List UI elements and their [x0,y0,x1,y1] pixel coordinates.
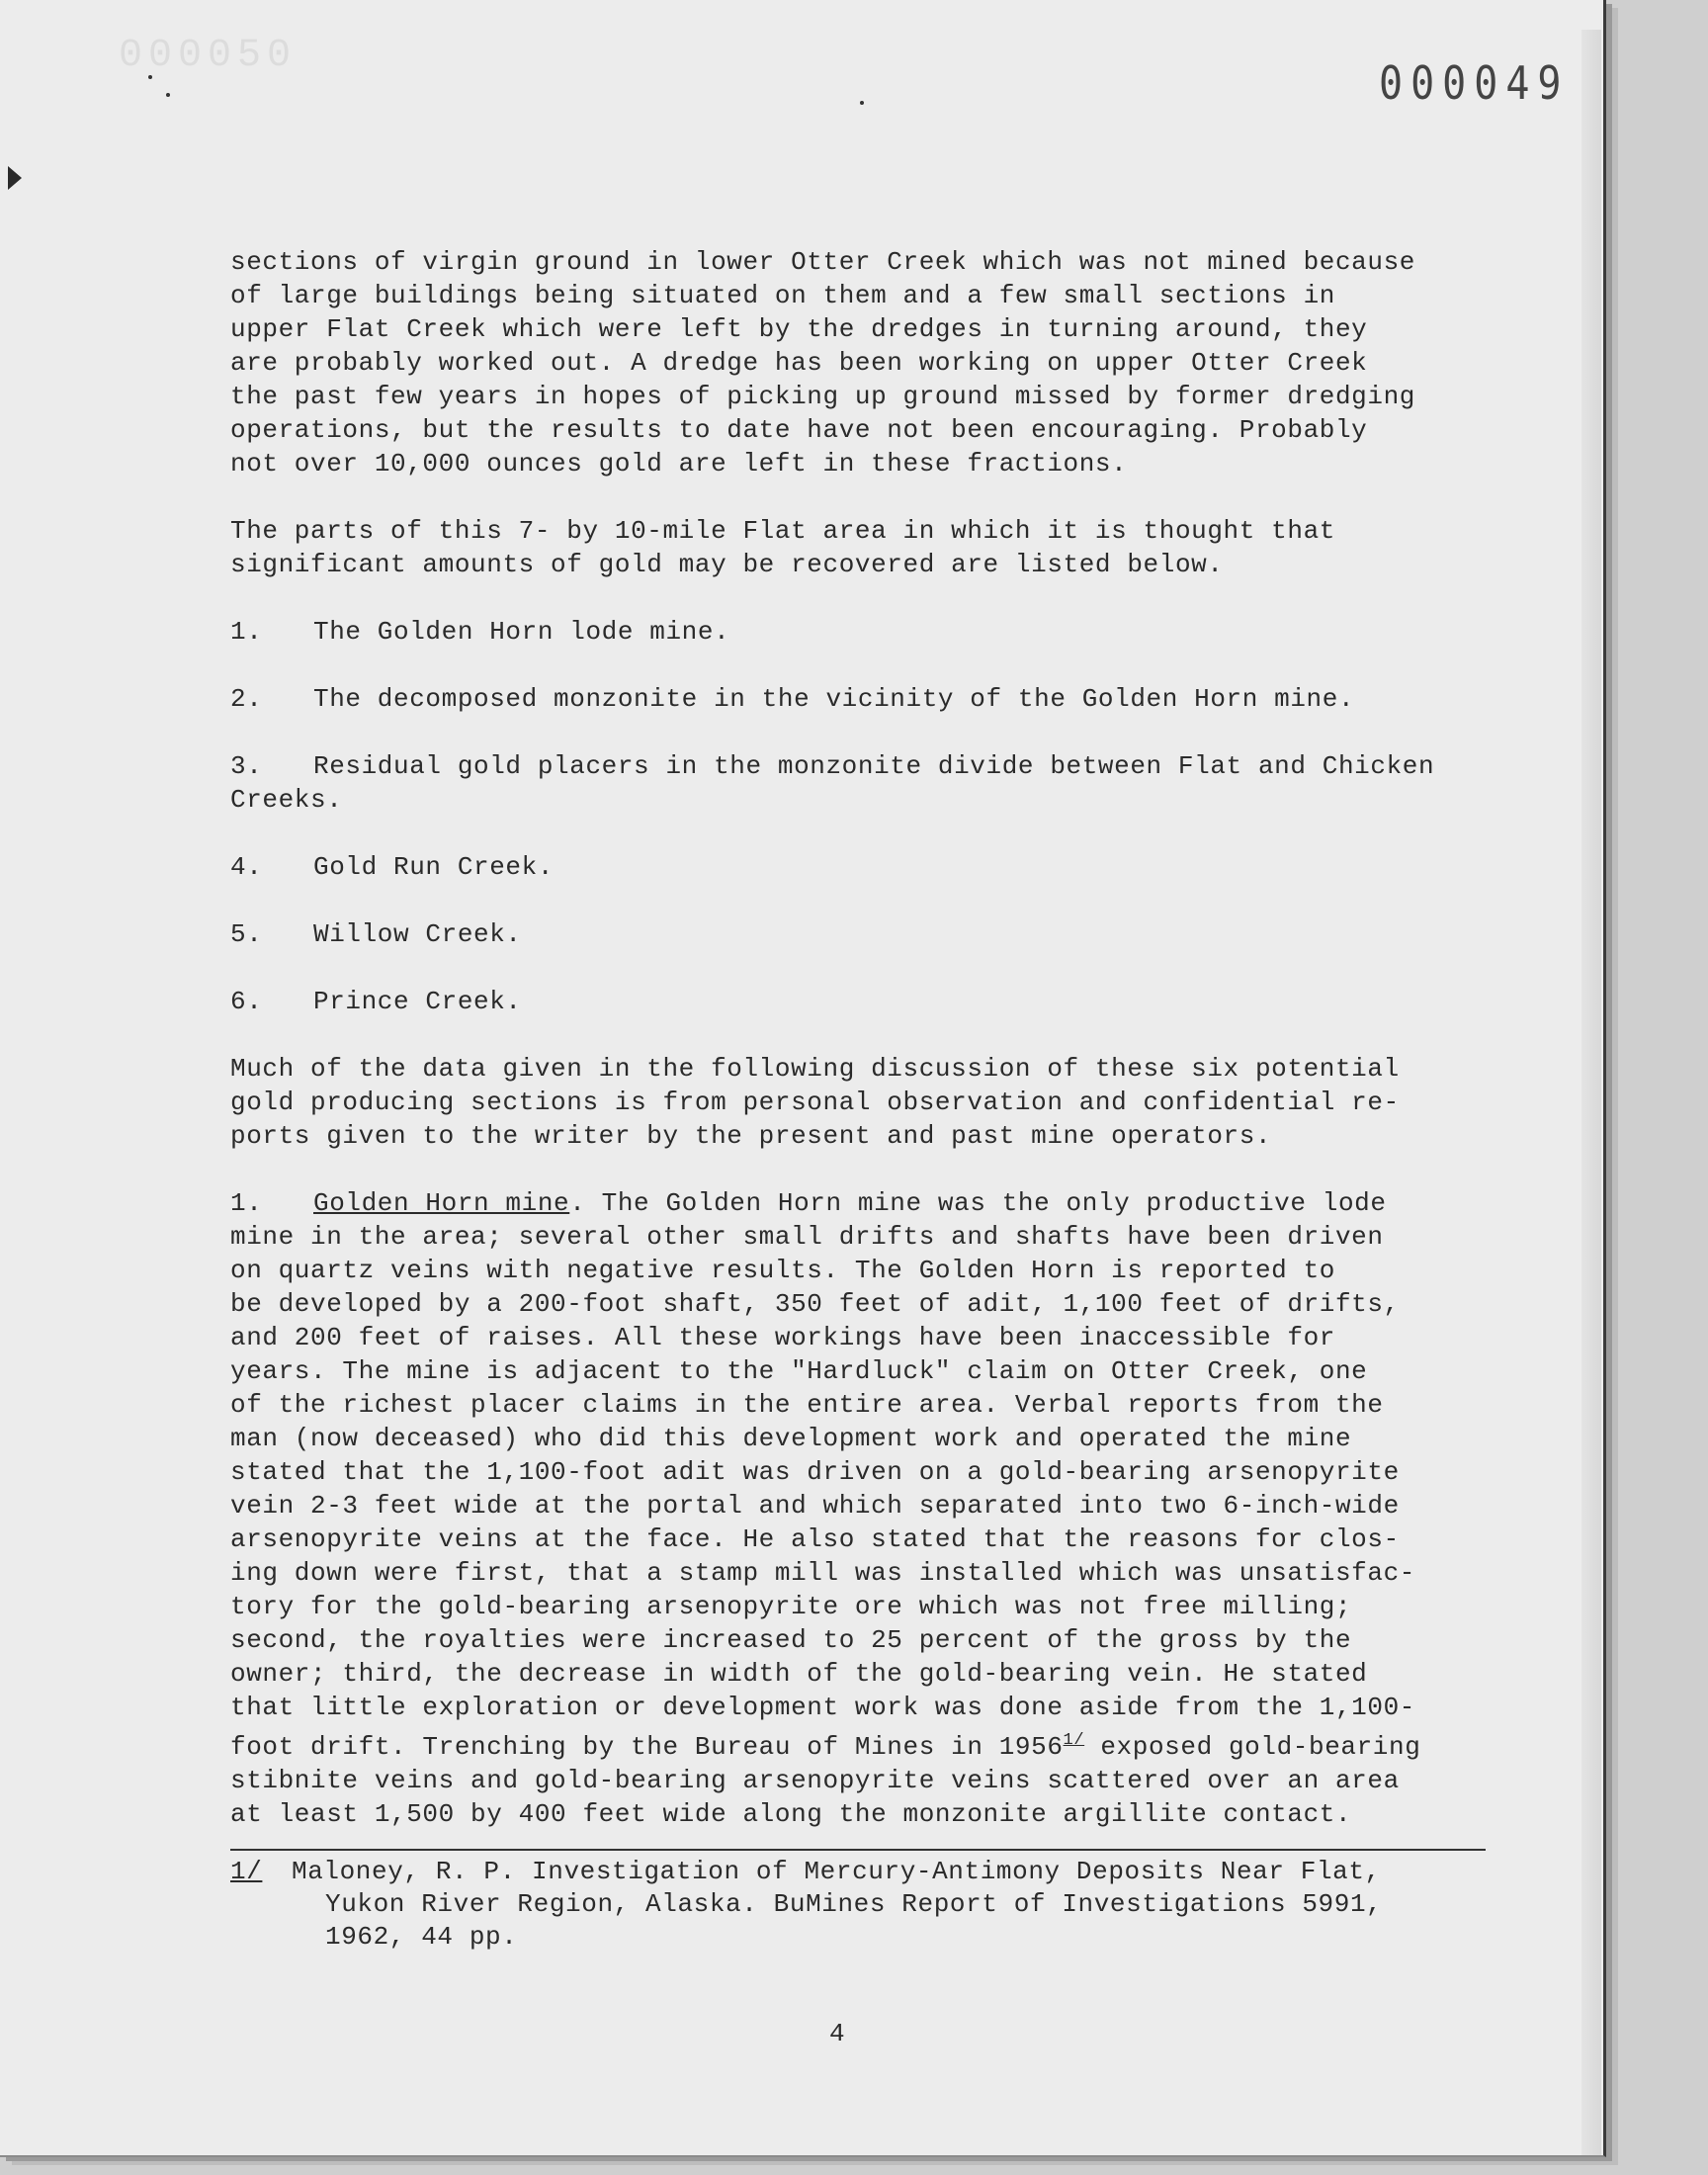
list-text: The decomposed monzonite in the vicinity of the Golden Horn mine. [313,684,1355,714]
list-number: 6. [230,987,263,1016]
data-paragraph: Much of the data given in the following discussion of these six potential gold producing sections is from personal observation and confidential re- ports given to the writer by the present and past mine operators. [230,1054,1400,1151]
heading-period: . [569,1188,586,1218]
footnote-line: Maloney, R. P. Investigation of Mercury-Antimony Deposits Near Flat, [292,1857,1381,1886]
document-number: 000049 [1379,57,1570,111]
list-number: 5. [230,919,263,949]
speck [860,101,864,105]
list-item [230,985,1515,1018]
ghost-document-number: 000050 [119,34,298,78]
list-number: 1. [230,617,263,647]
list-item [230,615,1515,649]
list-text: Willow Creek. [313,919,522,949]
list-item [230,850,1515,884]
list-item [230,917,1515,951]
list-text: Residual gold placers in the monzonite divide between Flat and Chicken [313,751,1435,781]
list-text: Gold Run Creek. [313,852,555,882]
section-number: 1. [230,1188,263,1218]
list-item [230,749,1515,817]
footnote-line: Yukon River Region, Alaska. BuMines Report of Investigations 5991, [325,1889,1383,1919]
list-number: 2. [230,684,263,714]
footnote-divider [230,1849,1486,1851]
list-number: 3. [230,751,263,781]
margin-arrow-mark [8,166,22,190]
list-text: The Golden Horn lode mine. [313,617,730,647]
section-heading: Golden Horn mine [313,1188,570,1218]
list-text-continuation: Creeks. [230,785,343,815]
speck [166,93,170,97]
parts-paragraph: The parts of this 7- by 10-mile Flat area in which it is thought that significant amounts of gold may be recovered are listed below. [230,516,1335,579]
golden-horn-paragraph [230,1186,1515,1831]
list-text: Prince Creek. [313,987,522,1016]
body-text [230,245,1515,1865]
page-edge-shadow [1581,30,1601,2155]
footnote-mark: 1/ [230,1857,263,1886]
section-body-continued: exposed gold-bearing stibnite veins and gold-bearing arsenopyrite veins scattered over an area at least 1,500 by 400 feet wide along the monzonite argillite contact. [230,1732,1421,1829]
intro-paragraph: sections of virgin ground in lower Otter Creek which was not mined because of large buildings being situated on them and a few small sections in upper Flat Creek which were left by the dredges in turning around, they are probably worked out. A dredge has been working on upper Otter Creek the past few years in hopes of picking up ground missed by former dredging operations, but the results to date have not been encouraging. Probably not over 10,000 ounces gold are left in these fractions. [230,247,1415,478]
list-number: 4. [230,852,263,882]
section-lead: The Golden Horn mine was the only productive lode [585,1188,1387,1218]
footnote [230,1856,1515,1954]
page-number: 4 [829,2019,845,2048]
footnote-line: 1962, 44 pp. [325,1922,518,1952]
list-item [230,682,1515,716]
footnote-reference: 1/ [1063,1731,1085,1750]
section-body: mine in the area; several other small drifts and shafts have been driven on quartz veins with negative results. The Golden Horn is reported to be developed by a 200-foot shaft, 350 feet of adit, 1,100 feet of drifts, and 200 feet of raises. All these workings have been inaccessible for years. The mine is adjacent to the "Hardluck" claim on Otter Creek, one of the richest placer claims in the entire area. Verbal reports from the man (now deceased) who did this development work and operated the mine stated that the 1,100-foot adit was driven on a gold-bearing arsenopyrite vein 2-3 feet wide at the portal and which separated into two 6-inch-wide arsenopyrite veins at the face. He also stated that the reasons for clos- ing down were first, that a stamp mill was installed which was unsatisfac- tory for the gold-bearing arsenopyrite ore which was not free milling; second, the royalties were increased to 25 percent of the gross by the owner; third, the decrease in width of the gold-bearing vein. He stated that little exploration or development work was done aside from the 1,100- foot drift. Trenching by the Bureau of Mines in 1956 [230,1222,1415,1762]
